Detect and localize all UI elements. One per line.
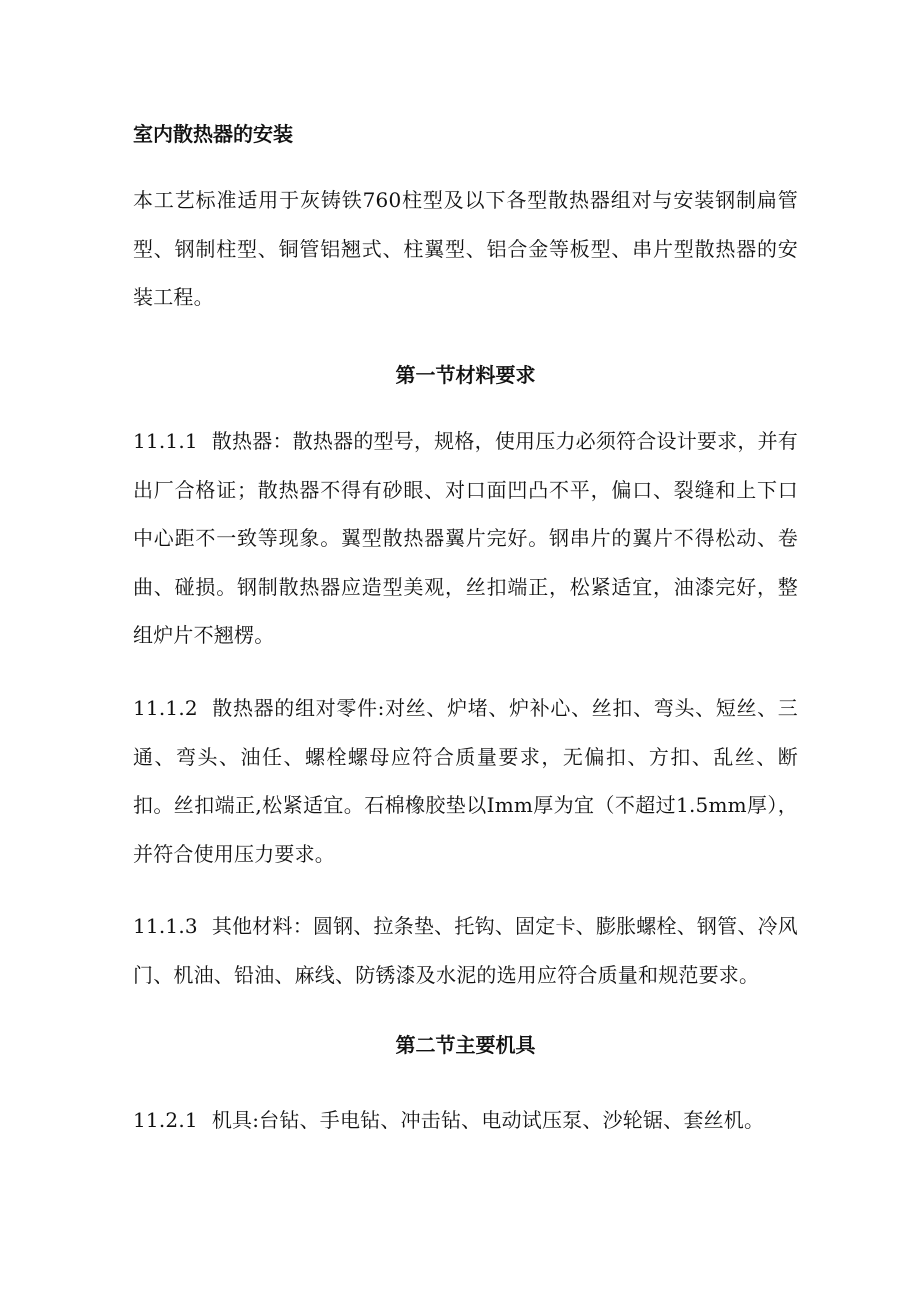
- clause-number: 11.1.1: [133, 429, 198, 453]
- clause-number: 11.1.3: [133, 914, 198, 938]
- section1-heading: 第一节材料要求: [395, 363, 536, 387]
- clause-text: 散热器的组对零件:对丝、炉堵、炉补心、丝扣、弯头、短丝、三通、弯头、油任、螺栓螺母应符合质量要求，无偏扣、方扣、乱丝、断扣。丝扣端正,松紧适宜。石棉橡胶垫以Imm厚为宜（不超过1.5mm厚），并符合使用压力要求。: [133, 696, 798, 866]
- clause-11-2-1: [133, 1096, 798, 1145]
- clause-number: 11.1.2: [133, 696, 198, 720]
- section2-heading: 第二节主要机具: [395, 1033, 536, 1057]
- clause-text: 机具:台钻、手电钻、冲击钻、电动试压泵、沙轮锯、套丝机。: [211, 1108, 765, 1132]
- intro-paragraph: 本工艺标准适用于灰铸铁760柱型及以下各型散热器组对与安装钢制扁管型、钢制柱型、铜管铝翘式、柱翼型、铝合金等板型、串片型散热器的安装工程。: [133, 188, 798, 309]
- clause-number: 11.2.1: [133, 1108, 198, 1132]
- clause-text: 其他材料：圆钢、拉条垫、托钩、固定卡、膨胀螺栓、钢管、冷风门、机油、铅油、麻线、防锈漆及水泥的选用应符合质量和规范要求。: [133, 914, 798, 987]
- clause-text: 散热器：散热器的型号，规格，使用压力必须符合设计要求，并有出厂合格证；散热器不得有砂眼、对口面凹凸不平，偏口、裂缝和上下口中心距不一致等现象。翼型散热器翼片完好。钢串片的翼片不得松动、卷曲、碰损。钢制散热器应造型美观，丝扣端正，松紧适宜，油漆完好，整组炉片不翘楞。: [133, 429, 798, 647]
- clause-11-1-3: [133, 902, 798, 999]
- clause-11-1-1: [133, 417, 798, 660]
- clause-11-1-2: [133, 684, 798, 878]
- document-title: 室内散热器的安装: [133, 122, 293, 146]
